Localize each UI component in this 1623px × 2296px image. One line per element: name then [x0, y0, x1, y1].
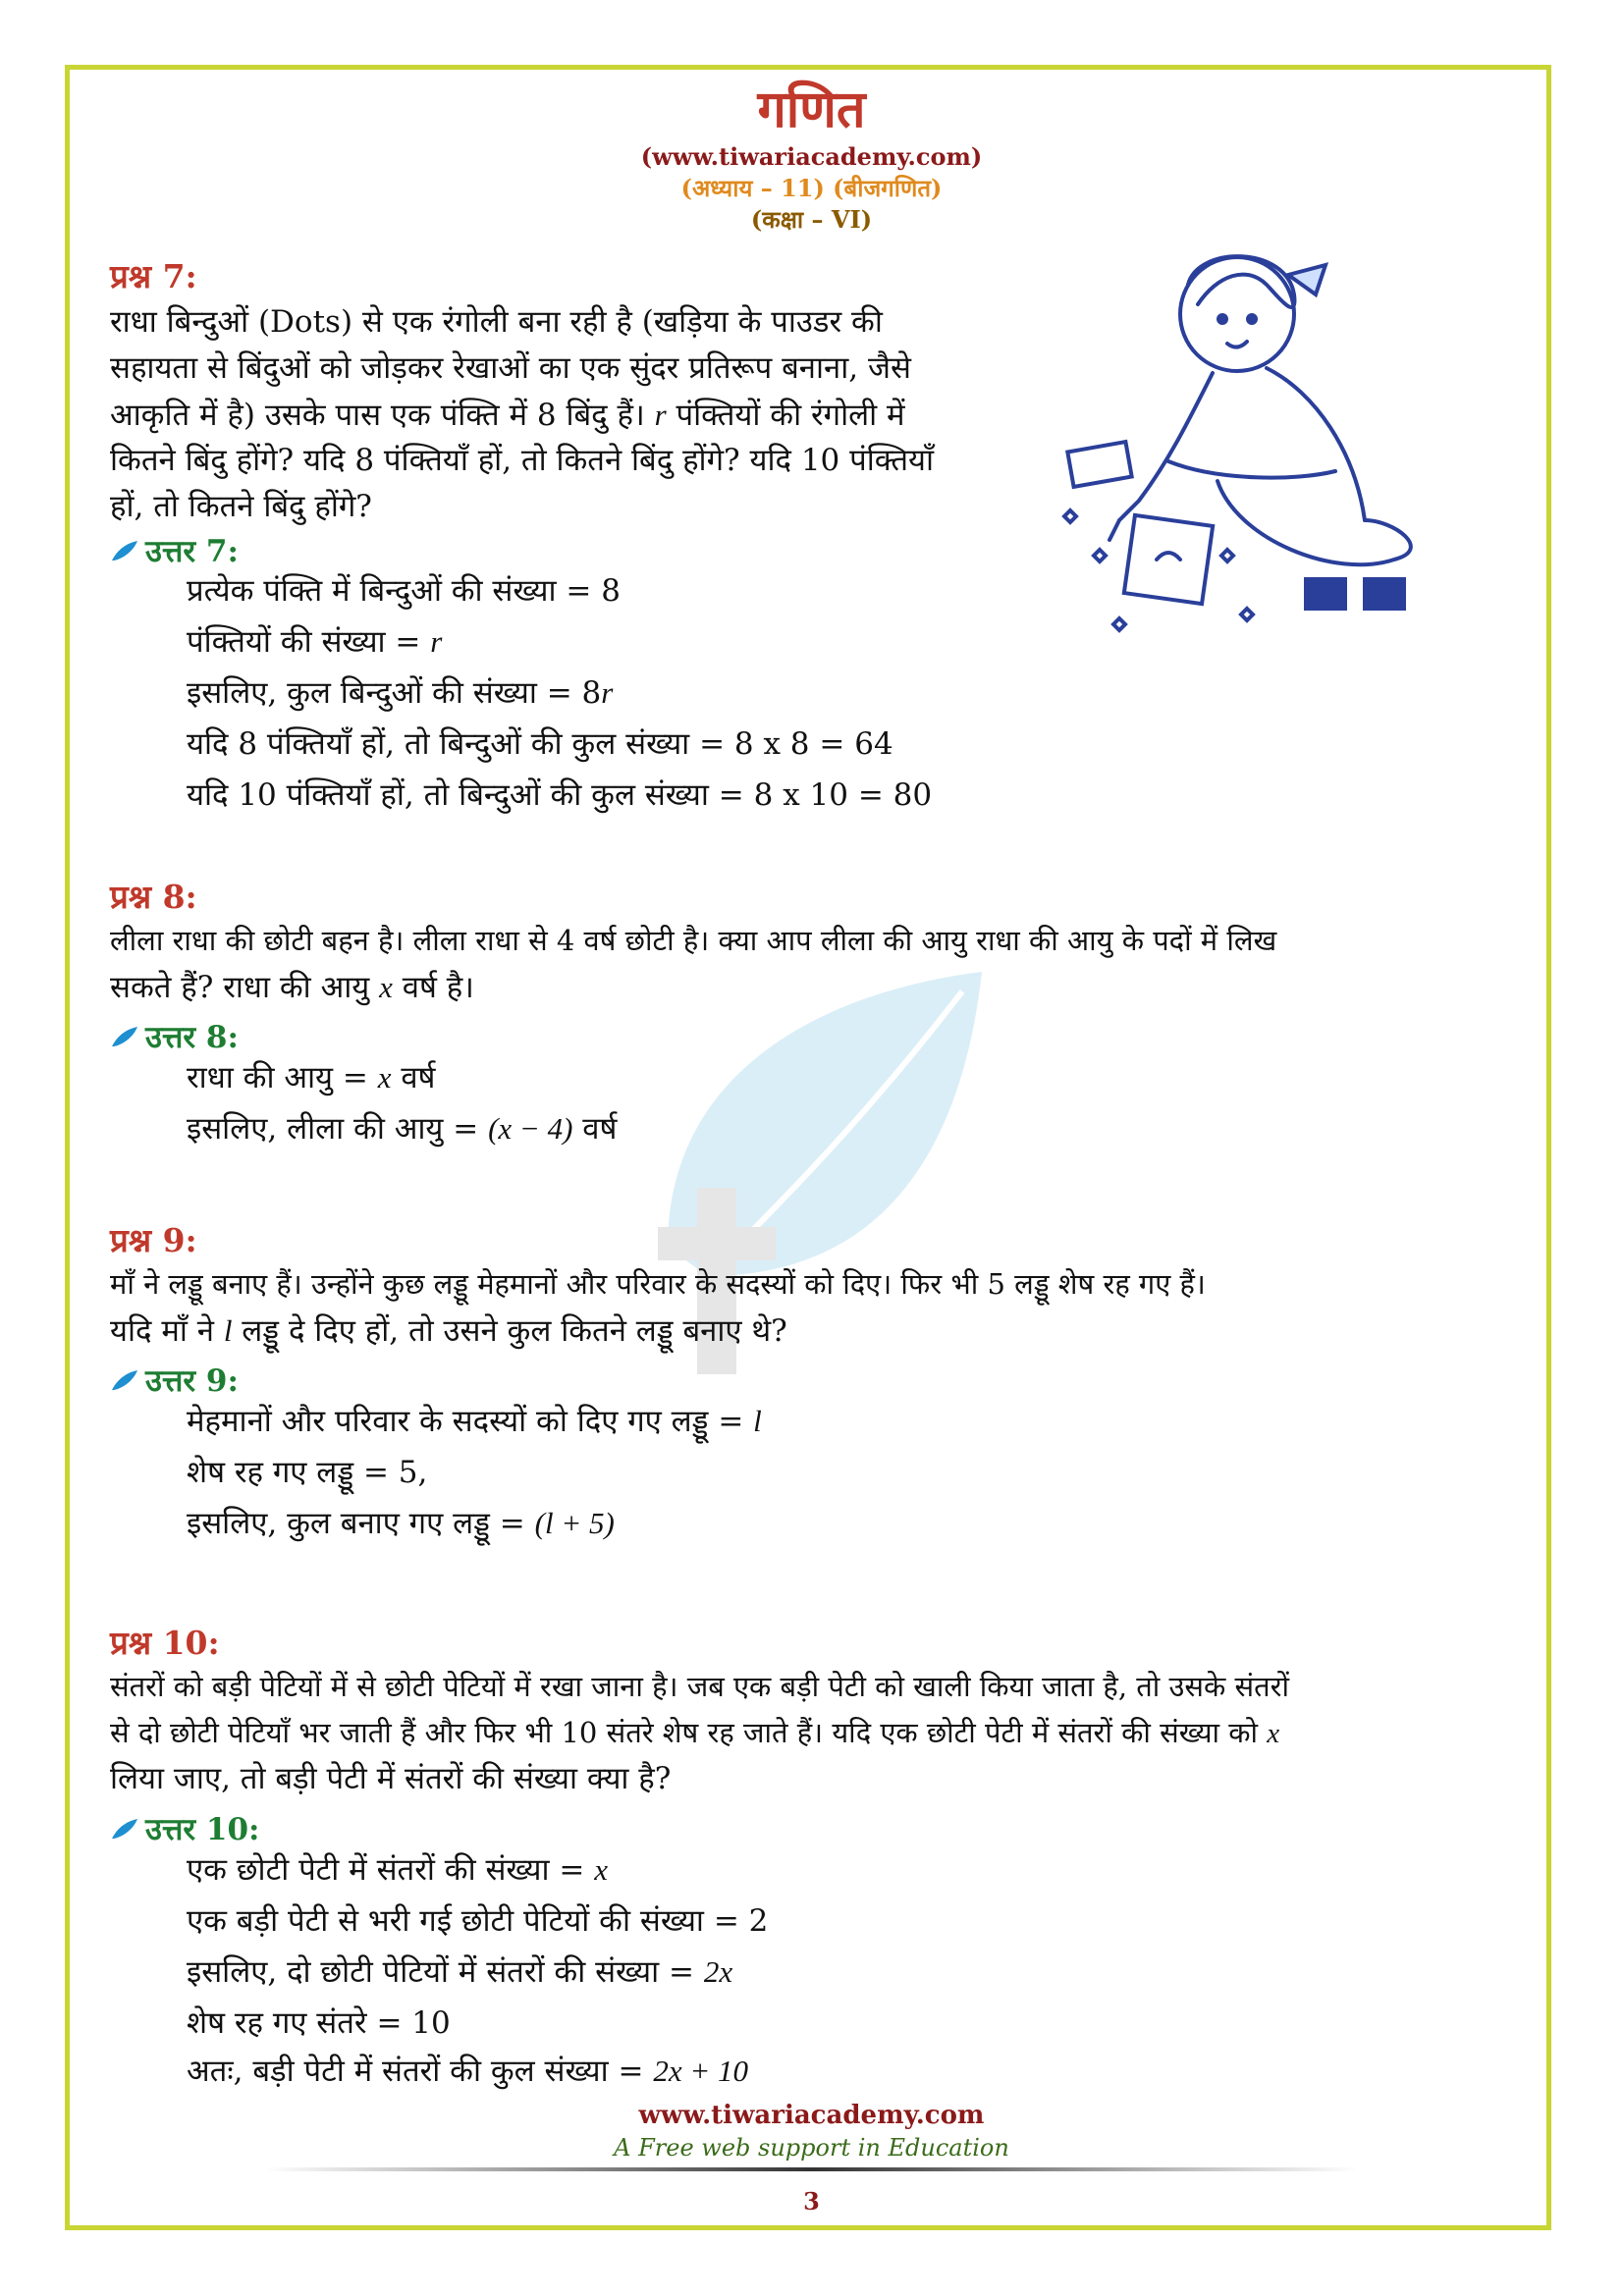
answer-7-line-3: इसलिए, कुल बिन्दुओं की संख्या = 8r: [187, 675, 614, 711]
answer-10-line-3: इसलिए, दो छोटी पेटियों में संतरों की संख्या = 2x: [187, 1954, 733, 1990]
page-number: 3: [803, 2187, 820, 2216]
answer-8-line-1: राधा की आयु = x वर्ष: [187, 1060, 436, 1095]
answer-10-line-1: एक छोटी पेटी में संतरों की संख्या = x: [187, 1852, 609, 1888]
answer-7-line-5: यदि 10 पंक्तियाँ हों, तो बिन्दुओं की कुल संख्या = 8 x 10 = 80: [187, 777, 933, 813]
answer-9-line-2: शेष रह गए लड्डू = 5,: [187, 1455, 428, 1490]
answer-7-line-1: प्रत्येक पंक्ति में बिन्दुओं की संख्या = 8: [187, 573, 621, 609]
question-8-line-1: लीला राधा की छोटी बहन है। लीला राधा से 4 वर्ष छोटी है। क्या आप लीला की आयु राधा की आयु के पदों में लिख: [110, 924, 1277, 957]
question-10-line-1: संतरों को बड़ी पेटियों में से छोटी पेटियों में रखा जाना है। जब एक बड़ी पेटी को खाली किया जाता है, तो उसके संतरों: [110, 1670, 1290, 1703]
question-7-line-2: सहायता से बिंदुओं को जोड़कर रेखाओं का एक सुंदर प्रतिरूप बनाना, जैसे: [110, 350, 911, 386]
question-9-line-1: माँ ने लड्डू बनाए हैं। उन्होंने कुछ लड्डू मेहमानों और परिवार के सदस्यों को दिए। फिर भी 5 लड्डू शेष रह गए हैं।: [110, 1267, 1206, 1301]
question-7-label: प्रश्न 7:: [110, 257, 197, 295]
feather-pen-icon: [110, 1025, 139, 1048]
question-10-label: प्रश्न 10:: [110, 1624, 220, 1662]
footer-tagline: A Free web support in Education: [614, 2134, 1009, 2162]
rangoli-girl-illustration: [1041, 226, 1453, 658]
question-8-label: प्रश्न 8:: [110, 878, 197, 916]
feather-pen-icon: [110, 1817, 139, 1841]
page-header: [0, 79, 1623, 236]
answer-7-line-4: यदि 8 पंक्तियाँ हों, तो बिन्दुओं की कुल संख्या = 8 x 8 = 64: [187, 726, 893, 762]
question-7-line-4: कितने बिंदु होंगे? यदि 8 पंक्तियाँ हों, तो कितने बिंदु होंगे? यदि 10 पंक्तियाँ: [110, 443, 935, 478]
footer-divider: [265, 2167, 1358, 2171]
question-7-line-5: हों, तो कितने बिंदु होंगे?: [110, 489, 372, 524]
question-10-line-3: लिया जाए, तो बड़ी पेटी में संतरों की संख्या क्या है?: [110, 1761, 672, 1796]
question-9-line-2: यदि माँ ने l लड्डू दे दिए हों, तो उसने कुल कितने लड्डू बनाए थे?: [110, 1313, 787, 1349]
question-9-label: प्रश्न 9:: [110, 1221, 197, 1259]
answer-8-line-2: इसलिए, लीला की आयु = (x − 4) वर्ष: [187, 1111, 618, 1147]
header-class: (कक्षा – VI): [750, 205, 873, 234]
answer-7-line-2: पंक्तियों की संख्या = r: [187, 624, 443, 660]
header-site: (www.tiwariacademy.com): [640, 142, 983, 171]
answer-9-line-3: इसलिए, कुल बनाए गए लड्डू = (l + 5): [187, 1506, 615, 1541]
question-8-line-2: सकते हैं? राधा की आयु x वर्ष है।: [110, 970, 474, 1005]
answer-7-heading: उत्तर 7:: [110, 530, 239, 571]
answer-10-line-4: शेष रह गए संतरे = 10: [187, 2005, 451, 2041]
question-10-line-2: से दो छोटी पेटियाँ भर जाती हैं और फिर भी 10 संतरे शेष रह जाते हैं। यदि एक छोटी पेटी में संतरों की संख्या को x: [110, 1716, 1280, 1749]
feather-pen-icon: [110, 539, 139, 562]
answer-9-line-1: मेहमानों और परिवार के सदस्यों को दिए गए लड्डू = l: [187, 1404, 762, 1439]
page-title: गणित: [757, 80, 866, 139]
answer-8-heading: उत्तर 8:: [110, 1016, 239, 1057]
header-chapter: (अध्याय – 11) (बीजगणित): [680, 174, 943, 202]
answer-9-heading: उत्तर 9:: [110, 1360, 239, 1401]
question-7-line-3: आकृति में है) उसके पास एक पंक्ति में 8 बिंदु हैं। r पंक्तियों की रंगोली में: [110, 398, 905, 433]
answer-10-heading: उत्तर 10:: [110, 1808, 259, 1849]
feather-pen-icon: [110, 1368, 139, 1392]
footer-site-link[interactable]: www.tiwariacademy.com: [638, 2101, 985, 2130]
answer-10-line-5: अतः, बड़ी पेटी में संतरों की कुल संख्या = 2x + 10: [187, 2054, 749, 2089]
answer-10-line-2: एक बड़ी पेटी से भरी गई छोटी पेटियों की संख्या = 2: [187, 1903, 769, 1939]
question-7-line-1: राधा बिन्दुओं (Dots) से एक रंगोली बना रही है (खड़िया के पाउडर की: [110, 304, 883, 340]
